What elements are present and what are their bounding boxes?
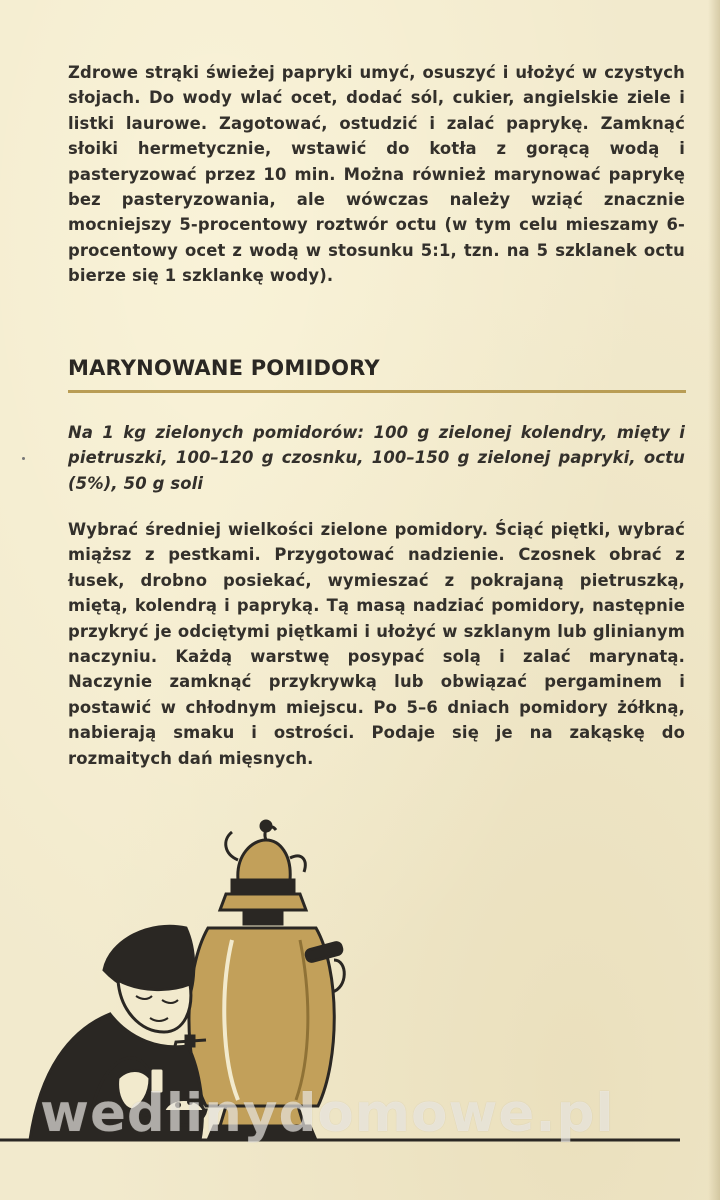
site-watermark: wedlinydomowe.pl <box>40 1083 615 1144</box>
teapot <box>226 821 305 880</box>
recipe-title: MARYNOWANE POMIDORY <box>68 356 380 380</box>
samovar-crown <box>220 880 306 924</box>
intro-paragraph: Zdrowe strąki świeżej papryki umyć, osuszyć i ułożyć w czystych słojach. Do wody wlać ocet, dodać sól, cukier, angielskie ziele i listki laurowe. Zagotować, ostudzić i zalać paprykę. Zamknąć słoiki hermetycznie, wstawić do kotła z gorącą wodą i pasteryzować przez 10 min. Można również marynować paprykę bez pasteryzowania, ale wówczas należy wziąć znacznie mocniejszy 5-procentowy roztwór octu (w tym celu mieszamy 6-procentowy ocet z wodą w stosunku 5:1, tzn. na 5 szklanek octu bierze się 1 szklankę wody). <box>68 63 685 286</box>
ingredients-list: Na 1 kg zielonych pomidorów: 100 g zielonej kolendry, mięty i pietruszki, 100–120 g czosnku, 100–150 g zielonej papryki, octu (5%), 50 g soli <box>68 423 685 493</box>
title-underline <box>68 390 686 393</box>
recipe-method: Wybrać średniej wielkości zielone pomidory. Ściąć piętki, wybrać miąższ z pestkami. Przygotować nadzienie. Czosnek obrać z łusek, drobno posiekać, wymieszać z pokrajaną pietruszką, miętą, kolendrą i papryką. Tą masą nadziać pomidory, następnie przykryć je odciętymi piętkami i ułożyć w szklanym lub glinianym naczyniu. Każdą warstwę posypać solą i zalać marynatą. Naczynie zamknąć przykrywką lub obwiązać pergaminem i postawić w chłodnym miejscu. Po 5–6 dniach pomidory żółkną, nabierają smaku i ostrości. Podaje się je na zakąskę do rozmaitych dań mięsnych. <box>68 520 685 768</box>
print-speck <box>22 457 25 460</box>
